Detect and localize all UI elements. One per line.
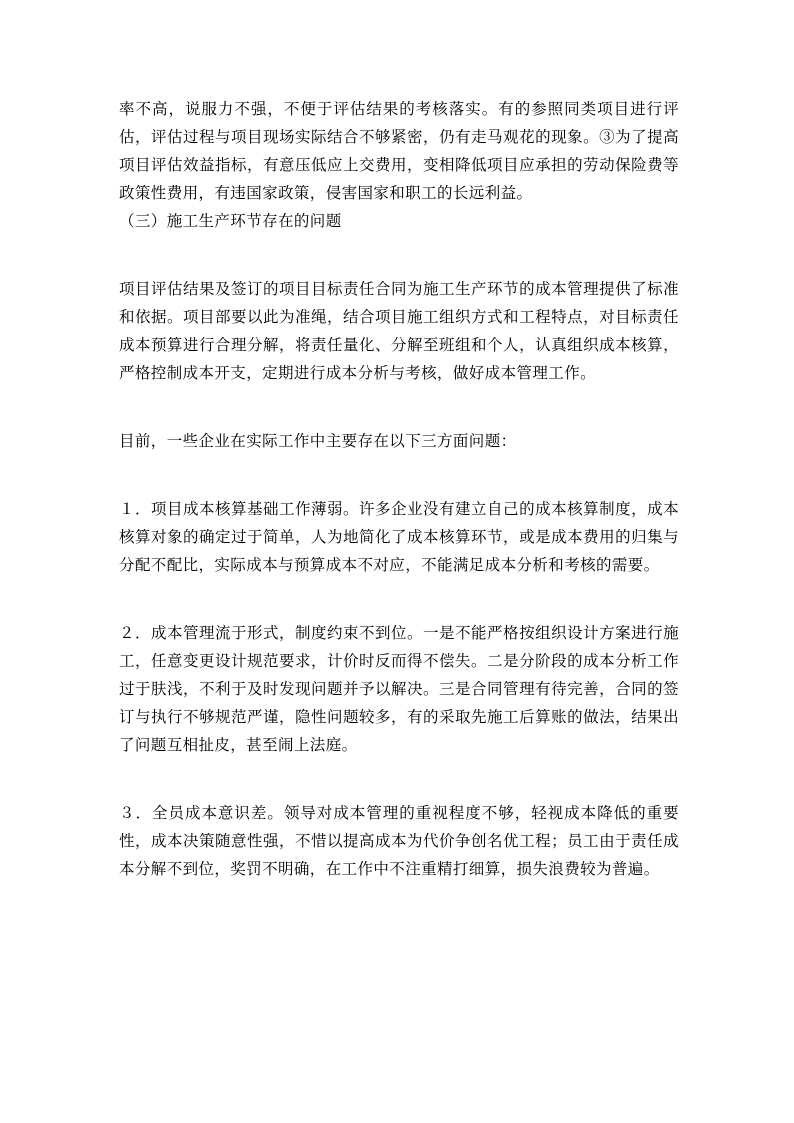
- paragraph-item-3: ３．全员成本意识差。领导对成本管理的重视程度不够，轻视成本降低的重要性，成本决策随意性强，不惜以提高成本为代价争创名优工程；员工由于责任成本分解不到位，奖罚不明确，在工作中不注重精打细算，损失浪费较为普遍。: [119, 804, 679, 878]
- paragraph-intro: 项目评估结果及签订的项目目标责任合同为施工生产环节的成本管理提供了标准和依据。项目部要以此为准绳，结合项目施工组织方式和工程特点，对目标责任成本预算进行合理分解，将责任量化、分解至班组和个人，认真组织成本核算，严格控制成本开支，定期进行成本分析与考核，做好成本管理工作。: [119, 280, 679, 382]
- document-body: [119, 95, 679, 883]
- paragraph-continuation: 率不高，说服力不强，不便于评估结果的考核落实。有的参照同类项目进行评估，评估过程与项目现场实际结合不够紧密，仍有走马观花的现象。③为了提高项目评估效益指标，有意压低应上交费用，变相降低项目应承担的劳动保险费等政策性费用，有违国家政策，侵害国家和职工的长远利益。: [119, 100, 679, 202]
- paragraph-item-2: ２．成本管理流于形式，制度约束不到位。一是不能严格按组织设计方案进行施工，任意变更设计规范要求，计价时反而得不偿失。二是分阶段的成本分析工作过于肤浅，不利于及时发现问题并予以解决。三是合同管理有待完善，合同的签订与执行不够规范严谨，隐性问题较多，有的采取先施工后算账的做法，结果出了问题互相扯皮，甚至闹上法庭。: [119, 624, 679, 754]
- paragraph-summary: 目前，一些企业在实际工作中主要存在以下三方面问题：: [119, 432, 517, 450]
- paragraph-item-1: １．项目成本核算基础工作薄弱。许多企业没有建立自己的成本核算制度，成本核算对象的确定过于简单，人为地简化了成本核算环节，或是成本费用的归集与分配不配比，实际成本与预算成本不对应，不能满足成本分析和考核的需要。: [119, 500, 679, 574]
- section-heading: （三）施工生产环节存在的问题: [119, 212, 342, 230]
